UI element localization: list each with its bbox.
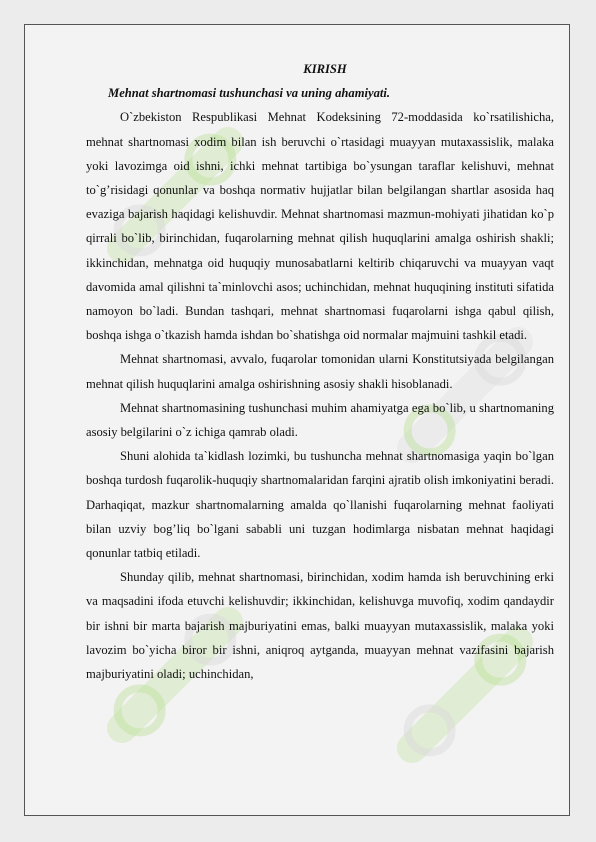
document-subheading: Mehnat shartnomasi tushunchasi va uning ahamiyati. bbox=[108, 86, 391, 101]
paragraph-1: O`zbekiston Respublikasi Mehnat Kodeksining 72-moddasida ko`rsatilishicha, mehnat shartnomasi xodim bilan ish beruvchi o`rtasidagi muayyan mutaxassislik, malaka yoki lavozimga oid ishni, ichki mehnat tartibiga bo`ysungan taraflar kelishuvi, mehnat to`g’risidagi qonunlar va boshqa normativ hujjatlar bilan belgilangan shartlar asosida haq evaziga bajarish haqidagi kelishuvdir. Mehnat shartnomasi mazmun-mohiyati jihatidan ko`p qirrali bo`lib, birinchidan, fuqarolarning mehnat qilish huquqlarini amalga oshirish shakli; ikkinchidan, mehnatga oid huquqiy munosabatlarni keltirib chiqaruvchi va muayyan vaqt davomida amal qilishni ta`minlovchi asos; uchinchidan, mehnat huquqining instituti sifatida namoyon bo`ladi. Bundan tashqari, mehnat shartnomasi fuqarolarni ishga qabul qilish, boshqa ishga o`tkazish hamda ishdan bo`shatishga oid normalar majmuini tashkil etadi. bbox=[86, 110, 554, 343]
page-frame bbox=[24, 24, 570, 816]
document-body bbox=[86, 57, 554, 686]
paragraph-4: Shuni alohida ta`kidlash lozimki, bu tushuncha mehnat shartnomasiga yaqin bo`lgan boshqa turdosh fuqarolik-huquqiy shartnomalaridan farqini ajratib olish imkoniyatini beradi. Darhaqiqat, mazkur shartnomalarning amalda qo`llanishi fuqarolarning mehnat faoliyati bilan uzviy bog’liq bo`lgani sababli uni tuzgan hodimlarga nisbatan mehnat haqidagi qonunlar tatbiq etiladi. bbox=[86, 449, 554, 561]
paragraph-5: Shunday qilib, mehnat shartnomasi, birinchidan, xodim hamda ish beruvchining erki va maqsadini ifoda etuvchi kelishuvdir; ikkinchidan, kelishuvga muvofiq, xodim qandaydir bir ishni bir marta bajarish majburiyatini emas, balki muayyan mutaxassislik, malaka yoki lavozim bo`yicha biror bir ishni, aniqroq aytganda, muayyan mehnat vazifasini bajarish majburiyatini oladi; uchinchidan, bbox=[86, 570, 554, 682]
document-heading: KIRISH bbox=[303, 62, 347, 76]
paragraph-2: Mehnat shartnomasi, avvalo, fuqarolar tomonidan ularni Konstitutsiyada belgilangan mehnat qilish huquqlarini amalga oshirishning asosiy shakli hisoblanadi. bbox=[86, 352, 554, 391]
paragraph-3: Mehnat shartnomasining tushunchasi muhim ahamiyatga ega bo`lib, u shartnomaning asosiy belgilarini o`z ichiga qamrab oladi. bbox=[86, 400, 554, 440]
